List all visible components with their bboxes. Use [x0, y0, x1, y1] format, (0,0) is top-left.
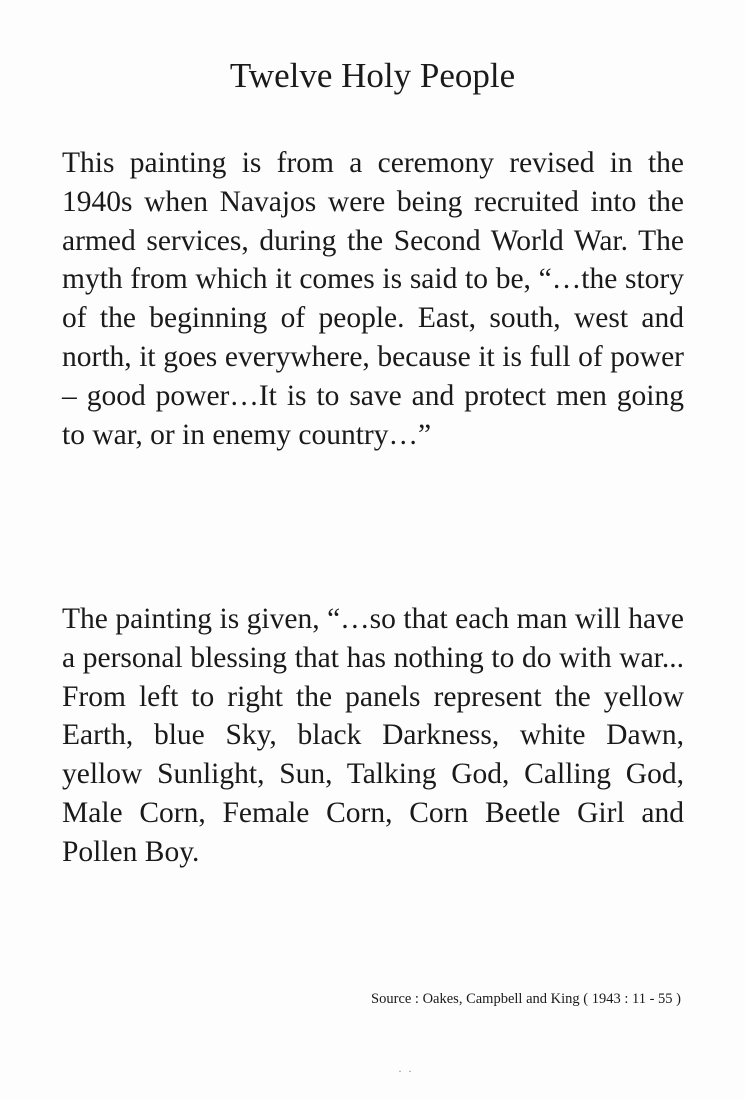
paragraph-panels-description: The painting is given, “…so that each man will have a personal blessing that has nothing to do with war... From left to right the panels represent the yellow Earth, blue Sky, black Darkness, white Dawn, yellow Sunlight, Sun, Talking God, Calling God, Male Corn, Female Corn, Corn Beetle Girl and Pollen Boy.: [62, 603, 684, 868]
print-speck-decoration: ··: [398, 1064, 418, 1078]
paragraph-ceremony-origin: This painting is from a ceremony revised in the 1940s when Navajos were being recruited into the armed services, during the Second World War. The myth from which it comes is said to be, “…the story of the beginning of people. East, south, west and north, it goes everywhere, because it is full of power – good power…It is to save and protect men going to war, or in enemy country…”: [62, 147, 684, 451]
page-title: Twelve Holy People: [229, 56, 516, 95]
source-citation: Source : Oakes, Campbell and King ( 1943 : 11 - 55 ): [371, 991, 681, 1007]
